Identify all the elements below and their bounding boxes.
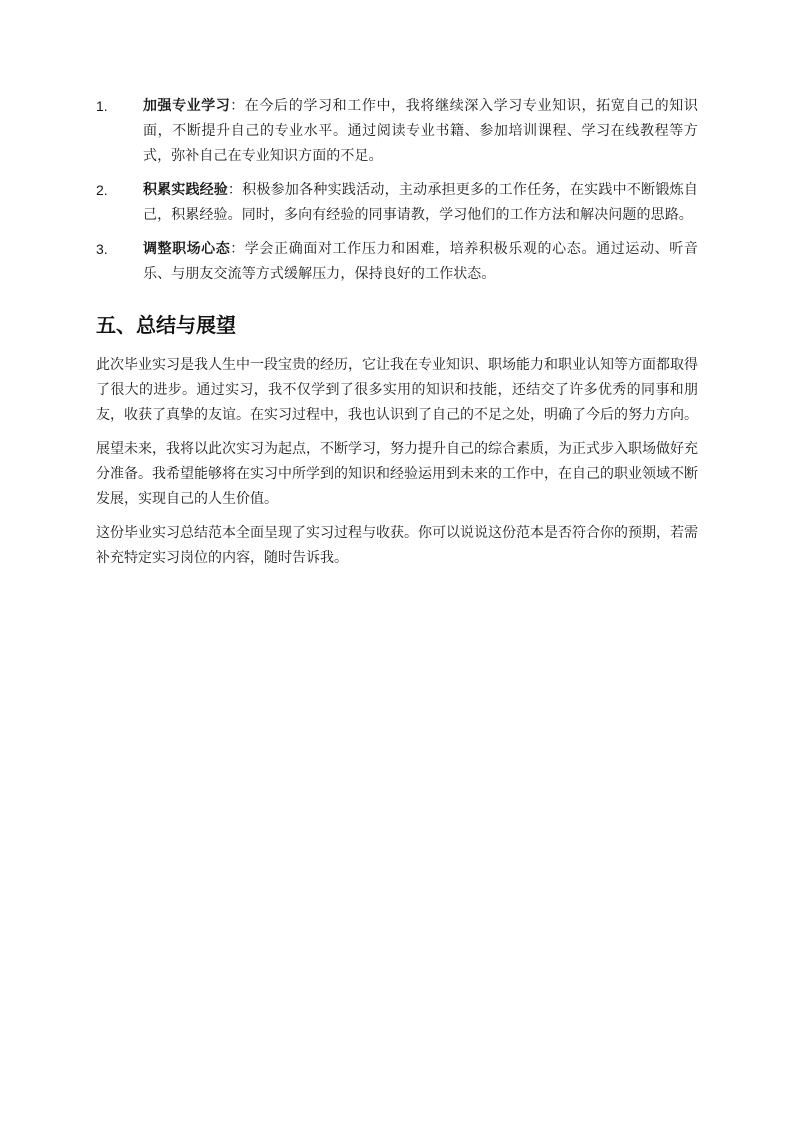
list-item xyxy=(96,237,698,287)
list-item-text: 学会正确面对工作压力和困难，培养积极乐观的心态。通过运动、听音乐、与朋友交流等方式缓解压力，保持良好的工作状态。 xyxy=(143,241,699,282)
list-item-title: 调整职场心态 xyxy=(143,241,231,257)
list-item-separator: ： xyxy=(227,182,243,198)
list-item xyxy=(96,178,698,228)
outlook-paragraph: 展望未来，我将以此次实习为起点，不断学习，努力提升自己的综合素质，为正式步入职场做好充分准备。我希望能够将在实习中所学到的知识和经验运用到未来的工作中，在自己的职业领域不断发展，实现自己的人生价值。 xyxy=(96,441,698,507)
list-item-text: 在今后的学习和工作中，我将继续深入学习专业知识，拓宽自己的知识面，不断提升自己的专业水平。通过阅读专业书籍、参加培训课程、学习在线教程等方式，弥补自己在专业知识方面的不足。 xyxy=(143,98,699,164)
list-item-separator: ： xyxy=(230,241,245,257)
list-item xyxy=(96,94,698,169)
list-item-number: 2. xyxy=(96,182,108,198)
improvement-list xyxy=(96,94,698,287)
summary-paragraph: 此次毕业实习是我人生中一段宝贵的经历，它让我在专业知识、职场能力和职业认知等方面都取得了很大的进步。通过实习，我不仅学到了很多实用的知识和技能，还结交了许多优秀的同事和朋友，收获了真挚的友谊。在实习过程中，我也认识到了自己的不足之处，明确了今后的努力方向。 xyxy=(96,357,698,423)
list-item-text: 积极参加各种实践活动，主动承担更多的工作任务，在实践中不断锻炼自己，积累经验。同时，多向有经验的同事请教，学习他们的工作方法和解决问题的思路。 xyxy=(143,182,699,223)
list-item-number: 1. xyxy=(96,98,108,114)
list-item-number: 3. xyxy=(96,241,108,257)
closing-note-paragraph: 这份毕业实习总结范本全面呈现了实习过程与收获。你可以说说这份范本是否符合你的预期，若需补充特定实习岗位的内容，随时告诉我。 xyxy=(96,525,698,566)
section-heading: 五、总结与展望 xyxy=(96,313,236,337)
list-item-separator: ： xyxy=(230,98,245,114)
list-item-title: 积累实践经验 xyxy=(143,182,228,198)
list-item-title: 加强专业学习 xyxy=(143,98,231,114)
